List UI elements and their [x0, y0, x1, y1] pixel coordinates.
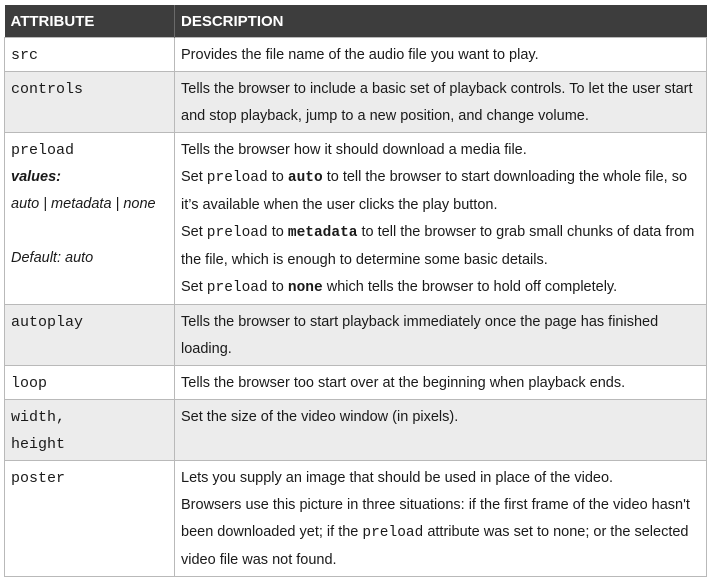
value-auto: auto — [287, 170, 323, 186]
auto-rest: to tell the browser to start downloading the whole file, so it’s available when the user clicks the play button. — [181, 169, 688, 213]
to-word: to — [271, 224, 284, 240]
desc-intro: Tells the browser how it should download a media file. — [181, 142, 527, 158]
value-none: none — [287, 280, 323, 296]
table-header-row — [5, 5, 707, 38]
header-description: DESCRIPTION — [175, 5, 707, 38]
desc-cell — [175, 400, 707, 461]
desc-line2 — [181, 492, 700, 574]
table-row-poster — [5, 461, 707, 577]
attr-cell — [5, 400, 175, 461]
to-word: to — [271, 279, 284, 295]
attr-cell — [5, 133, 175, 305]
code-preload: preload — [362, 525, 424, 541]
value-metadata: metadata — [287, 225, 358, 241]
attr-name: autoplay — [11, 314, 84, 331]
desc-part2: attribute was set to none; or the selected video file was not found. — [181, 524, 689, 568]
desc-auto — [181, 164, 700, 219]
values-label: values: — [11, 169, 61, 185]
table-row-preload — [5, 133, 707, 305]
set-word: Set — [181, 169, 203, 185]
table-row-loop — [5, 366, 707, 400]
default-text: Default: auto — [11, 250, 94, 266]
desc-text: Tells the browser to include a basic set of playback controls. To let the user start and stop playback, jump to a new position, and change volume. — [181, 81, 693, 124]
table-row-src — [5, 38, 707, 72]
code-preload: preload — [206, 225, 268, 241]
desc-none — [181, 274, 700, 302]
attr-name: loop — [11, 375, 48, 392]
attr-name-width: width, — [11, 409, 66, 426]
desc-cell — [175, 366, 707, 400]
attr-cell — [5, 366, 175, 400]
attr-name-height: height — [11, 436, 66, 453]
desc-part1: Browsers use this picture in three situations: if the first frame of the video hasn't been downloaded yet; if the — [181, 497, 690, 540]
attributes-table — [4, 5, 707, 577]
attr-cell — [5, 461, 175, 577]
attr-name: preload — [11, 142, 75, 159]
desc-metadata — [181, 219, 700, 274]
header-attribute: ATTRIBUTE — [5, 5, 175, 38]
table-row-autoplay — [5, 305, 707, 366]
desc-text: Provides the file name of the audio file you want to play. — [181, 47, 539, 63]
attr-cell — [5, 38, 175, 72]
desc-line1: Lets you supply an image that should be used in place of the video. — [181, 470, 614, 486]
attr-name: poster — [11, 470, 66, 487]
code-preload: preload — [206, 170, 268, 186]
values-text: auto | metadata | none — [11, 196, 156, 212]
spacer — [11, 218, 168, 245]
attr-cell — [5, 72, 175, 133]
desc-text: Set the size of the video window (in pixels). — [181, 409, 459, 425]
none-rest: which tells the browser to hold off completely. — [326, 279, 618, 295]
desc-cell — [175, 461, 707, 577]
attr-name: controls — [11, 81, 84, 98]
desc-text: Tells the browser to start playback immediately once the page has finished loading. — [181, 314, 659, 357]
attr-name: src — [11, 47, 39, 64]
to-word: to — [271, 169, 284, 185]
desc-cell — [175, 305, 707, 366]
set-word: Set — [181, 224, 203, 240]
desc-cell — [175, 133, 707, 305]
table-row-controls — [5, 72, 707, 133]
metadata-rest: to tell the browser to grab small chunks of data from the file, which is enough to determine some basic details. — [181, 224, 695, 268]
desc-cell — [175, 72, 707, 133]
set-word: Set — [181, 279, 203, 295]
desc-cell — [175, 38, 707, 72]
desc-text: Tells the browser too start over at the beginning when playback ends. — [181, 375, 626, 391]
attr-cell — [5, 305, 175, 366]
code-preload: preload — [206, 280, 268, 296]
table-row-width-height — [5, 400, 707, 461]
